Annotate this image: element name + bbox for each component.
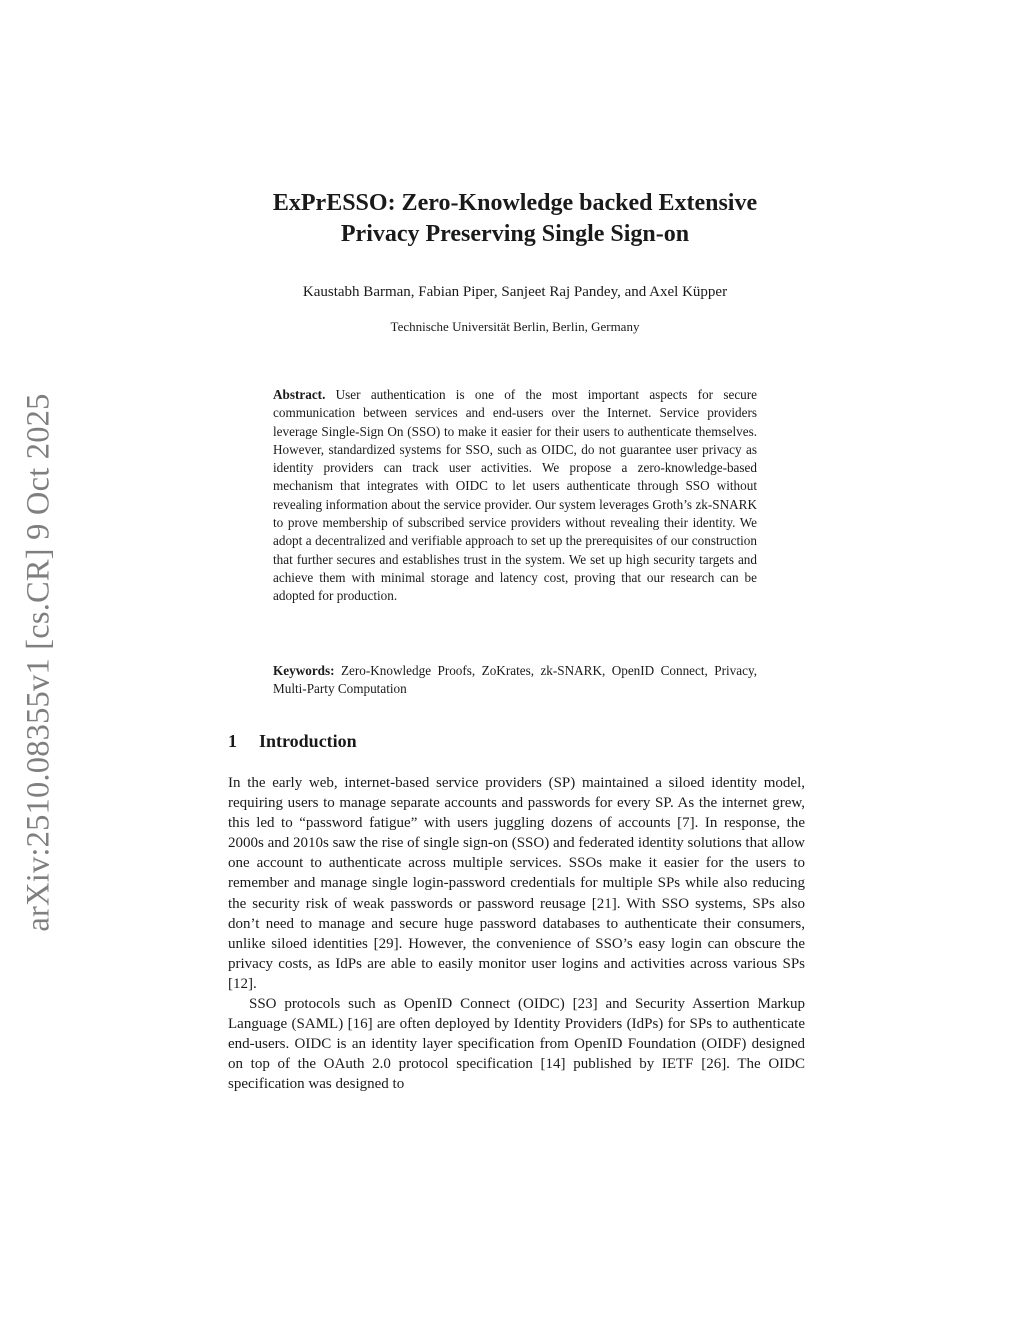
title-line-1: ExPrESSO: Zero-Knowledge backed Extensive [272,190,758,216]
keywords-text: Zero-Knowledge Proofs, ZoKrates, zk-SNARK, OpenID Connect, Privacy, Multi-Party Computation [273,663,758,697]
paragraph: SSO protocols such as OpenID Connect (OIDC) [23] and Security Assertion Markup Language (SAML) [16] are often deployed by Identity Providers (IdPs) for SPs to authenticate end-users. OIDC is an identity layer specification from OpenID Foundation (OIDF) designed on top of the OAuth 2.0 protocol specification [14] published by IETF [26]. The OIDC specification was designed to [228,996,805,1093]
arxiv-watermark [14,380,64,945]
affiliation: Technische Universität Berlin, Berlin, Germany [390,319,640,334]
arxiv-identifier: arXiv:2510.08355v1 [cs.CR] 9 Oct 2025 [20,393,57,932]
keywords [273,662,757,699]
section-number: 1 [228,731,237,751]
paper-title [200,188,830,250]
abstract-label: Abstract. [273,387,326,402]
abstract [273,386,757,606]
title-line-2: Privacy Preserving Single Sign-on [340,221,690,247]
paragraph: In the early web, internet-based service providers (SP) maintained a siloed identity model, requiring users to manage separate accounts and passwords for every SP. As the internet grew, this led to “password fatigue” with users juggling dozens of accounts [7]. In response, the 2000s and 2010s saw the rise of single sign-on (SSO) and federated identity solutions that allow one account to authenticate across multiple services. SSOs make it easier for the users to remember and manage single login-password credentials for multiple SPs while also reducing the security risk of weak passwords or password reusage [21]. With SSO systems, SPs also don’t need to manage and secure huge password databases to authenticate their consumers, unlike siloed identities [29]. However, the convenience of SSO’s easy login can obscure the privacy costs, as IdPs are able to easily monitor user logins and activities across various SPs [12]. [228,775,805,992]
keywords-label: Keywords: [273,663,335,678]
author-list: Kaustabh Barman, Fabian Piper, Sanjeet Raj Pandey, and Axel Küpper [302,284,728,300]
introduction-body [228,773,805,1095]
section-heading [228,731,357,752]
abstract-text: User authentication is one of the most important aspects for secure communication between services and end-users over the Internet. Service providers leverage Single-Sign On (SSO) to make it easier for their users to authenticate themselves. However, standardized systems for SSO, such as OIDC, do not guarantee user privacy as identity providers can track user activities. We propose a zero-knowledge-based mechanism that integrates with OIDC to let users authenticate through SSO without revealing information about the service provider. Our system leverages Groth’s zk-SNARK to prove membership of subscribed service providers without revealing their identity. We adopt a decentralized and verifiable approach to set up the prerequisites of our construction that further secures and establishes trust in the system. We set up high security targets and achieve them with minimal storage and latency cost, proving that our research can be adopted for production. [273,387,758,604]
section-title: Introduction [259,731,357,751]
